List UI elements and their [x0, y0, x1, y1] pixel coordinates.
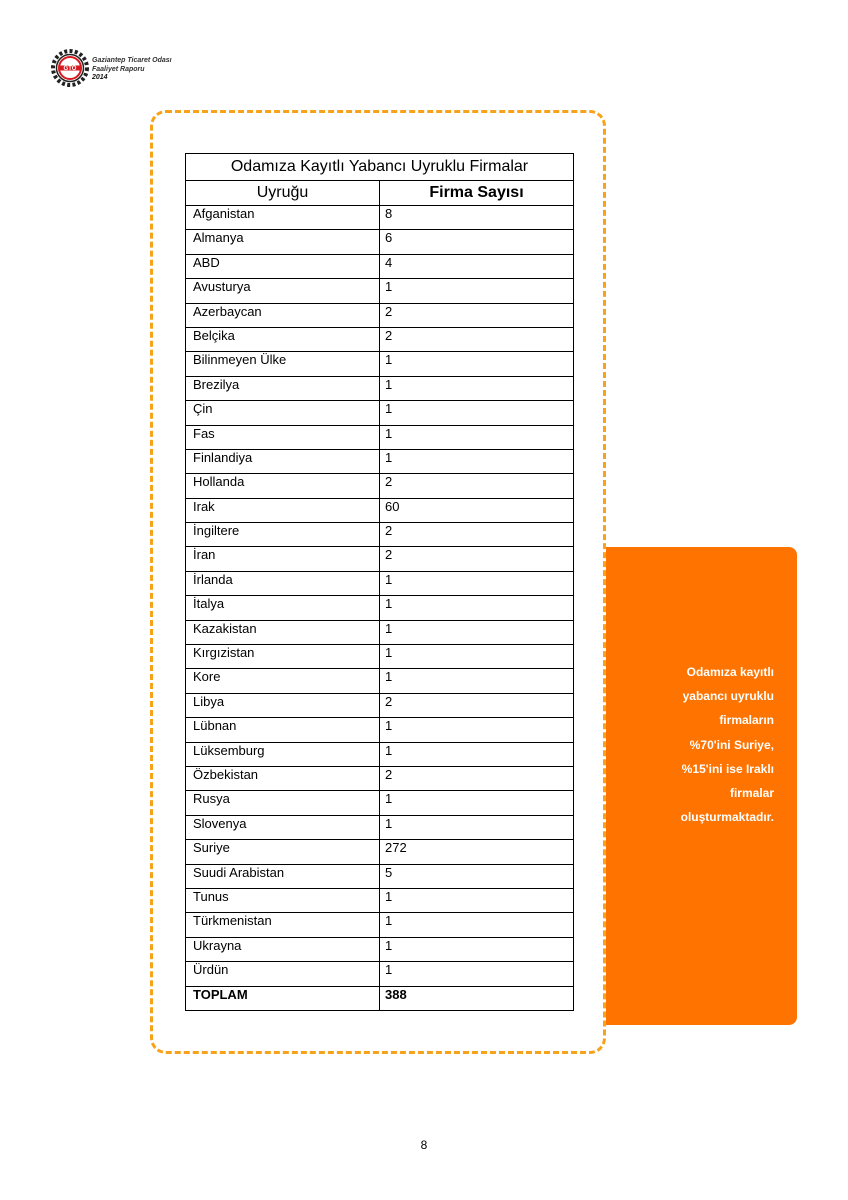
- total-label: TOPLAM: [186, 986, 380, 1010]
- table-row: [186, 913, 574, 937]
- table-row: [186, 254, 574, 278]
- count-cell: 1: [380, 571, 574, 595]
- country-cell: Azerbaycan: [186, 303, 380, 327]
- count-cell: 2: [380, 303, 574, 327]
- table-row: [186, 498, 574, 522]
- country-cell: Kore: [186, 669, 380, 693]
- header-org-text: [92, 57, 172, 83]
- country-cell: Özbekistan: [186, 766, 380, 790]
- country-cell: Kırgızistan: [186, 645, 380, 669]
- table-row: [186, 206, 574, 230]
- table-row: [186, 888, 574, 912]
- table-row: [186, 620, 574, 644]
- count-cell: 4: [380, 254, 574, 278]
- count-cell: 1: [380, 815, 574, 839]
- table-row: [186, 523, 574, 547]
- country-cell: Irak: [186, 498, 380, 522]
- count-cell: 2: [380, 327, 574, 351]
- country-cell: Türkmenistan: [186, 913, 380, 937]
- country-cell: Almanya: [186, 230, 380, 254]
- country-cell: Kazakistan: [186, 620, 380, 644]
- count-cell: 1: [380, 596, 574, 620]
- count-cell: 1: [380, 791, 574, 815]
- table-row: [186, 669, 574, 693]
- count-cell: 272: [380, 840, 574, 864]
- count-cell: 1: [380, 425, 574, 449]
- country-cell: Ürdün: [186, 962, 380, 986]
- count-cell: 1: [380, 376, 574, 400]
- callout-line: firmaların: [719, 713, 774, 728]
- table-row: [186, 962, 574, 986]
- country-cell: Lüksemburg: [186, 742, 380, 766]
- column-header-nationality: Uyruğu: [186, 181, 380, 206]
- country-cell: Suudi Arabistan: [186, 864, 380, 888]
- count-cell: 2: [380, 766, 574, 790]
- count-cell: 1: [380, 645, 574, 669]
- header-logo: [50, 48, 200, 94]
- country-cell: Afganistan: [186, 206, 380, 230]
- table-row: [186, 766, 574, 790]
- country-cell: Belçika: [186, 327, 380, 351]
- count-cell: 1: [380, 718, 574, 742]
- country-cell: Brezilya: [186, 376, 380, 400]
- country-cell: Slovenya: [186, 815, 380, 839]
- table-row: [186, 718, 574, 742]
- table-row: [186, 376, 574, 400]
- country-cell: İrlanda: [186, 571, 380, 595]
- count-cell: 1: [380, 279, 574, 303]
- count-cell: 6: [380, 230, 574, 254]
- table-row: [186, 230, 574, 254]
- country-cell: Suriye: [186, 840, 380, 864]
- count-cell: 2: [380, 693, 574, 717]
- country-cell: Avusturya: [186, 279, 380, 303]
- table-row: [186, 425, 574, 449]
- page-number: 8: [420, 1138, 428, 1152]
- count-cell: 1: [380, 962, 574, 986]
- table-row: [186, 279, 574, 303]
- country-cell: Fas: [186, 425, 380, 449]
- table-row: [186, 571, 574, 595]
- table-row: [186, 449, 574, 473]
- count-cell: 2: [380, 523, 574, 547]
- callout-text: [610, 660, 774, 829]
- country-cell: Hollanda: [186, 474, 380, 498]
- table-row: [186, 303, 574, 327]
- country-cell: Tunus: [186, 888, 380, 912]
- svg-text:GTO: GTO: [63, 66, 77, 72]
- count-cell: 1: [380, 913, 574, 937]
- count-cell: 1: [380, 888, 574, 912]
- count-cell: 5: [380, 864, 574, 888]
- country-cell: İngiltere: [186, 523, 380, 547]
- table-row: [186, 742, 574, 766]
- count-cell: 2: [380, 474, 574, 498]
- callout-line: %15'ini ise Iraklı: [681, 761, 774, 776]
- table-row: [186, 327, 574, 351]
- gear-logo-icon: [50, 48, 90, 88]
- table-row: [186, 840, 574, 864]
- org-name: Gaziantep Ticaret Odası: [92, 57, 172, 64]
- count-cell: 1: [380, 669, 574, 693]
- callout-line: oluşturmaktadır.: [680, 810, 774, 825]
- count-cell: 1: [380, 449, 574, 473]
- table-row: [186, 645, 574, 669]
- table-row: [186, 864, 574, 888]
- table-row: [186, 791, 574, 815]
- table-total-row: [186, 986, 574, 1010]
- foreign-firms-table: [185, 153, 574, 1011]
- table-row: [186, 474, 574, 498]
- table-row: [186, 937, 574, 961]
- country-cell: Finlandiya: [186, 449, 380, 473]
- table-row: [186, 693, 574, 717]
- country-cell: Lübnan: [186, 718, 380, 742]
- count-cell: 1: [380, 937, 574, 961]
- country-cell: Ukrayna: [186, 937, 380, 961]
- table-row: [186, 352, 574, 376]
- count-cell: 1: [380, 401, 574, 425]
- country-cell: ABD: [186, 254, 380, 278]
- count-cell: 1: [380, 352, 574, 376]
- callout-line: yabancı uyruklu: [682, 689, 774, 704]
- country-cell: Çin: [186, 401, 380, 425]
- report-year: 2014: [92, 74, 108, 81]
- table-row: [186, 815, 574, 839]
- count-cell: 60: [380, 498, 574, 522]
- count-cell: 1: [380, 742, 574, 766]
- count-cell: 8: [380, 206, 574, 230]
- table-row: [186, 596, 574, 620]
- callout-line: Odamıza kayıtlı: [686, 665, 774, 679]
- country-cell: Libya: [186, 693, 380, 717]
- table-title: Odamıza Kayıtlı Yabancı Uyruklu Firmalar: [186, 154, 574, 181]
- country-cell: Bilinmeyen Ülke: [186, 352, 380, 376]
- column-header-firm-count: Firma Sayısı: [380, 181, 574, 206]
- total-value: 388: [380, 986, 574, 1010]
- callout-line: firmalar: [729, 786, 774, 801]
- table-row: [186, 547, 574, 571]
- count-cell: 2: [380, 547, 574, 571]
- country-cell: Rusya: [186, 791, 380, 815]
- report-name: Faaliyet Raporu: [92, 65, 145, 73]
- callout-line: %70'ini Suriye,: [689, 737, 774, 752]
- table-row: [186, 401, 574, 425]
- country-cell: İran: [186, 547, 380, 571]
- country-cell: İtalya: [186, 596, 380, 620]
- count-cell: 1: [380, 620, 574, 644]
